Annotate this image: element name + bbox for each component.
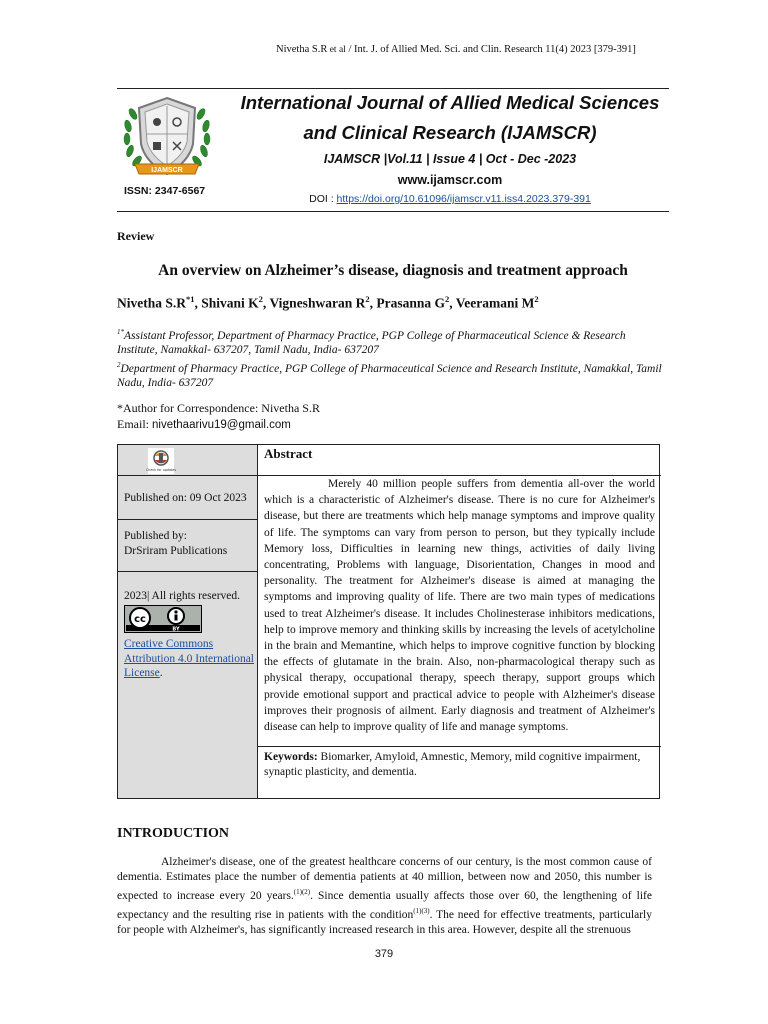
running-head-et-al: et al xyxy=(327,45,346,55)
sidebar-divider xyxy=(118,519,258,520)
cc-by-license-icon[interactable] xyxy=(124,605,202,633)
keywords-list: Biomarker, Amyloid, Amnestic, Memory, mild cognitive impairment, synaptic plasticity, and dementia. xyxy=(264,751,641,778)
sidebar-divider xyxy=(118,475,258,476)
running-head-author: Nivetha S.R xyxy=(276,44,328,55)
affiliation-1: $^{1*}$Assistant Professor, Department of Pharmacy Practice, PGP College of Pharmaceutical Science & Research Institute, Namakkal- 637207, Tamil Nadu, India- 637207 xyxy=(117,328,626,357)
journal-title-line1: International Journal of Allied Medical Sciences xyxy=(240,92,660,113)
publisher-name: DrSriram Publications xyxy=(124,544,228,557)
svg-text:IJAMSCR: IJAMSCR xyxy=(151,167,183,174)
svg-text:BY: BY xyxy=(172,626,180,633)
running-head xyxy=(276,44,636,55)
journal-volume-line: IJAMSCR |Vol.11 | Issue 4 | Oct - Dec -2023 xyxy=(323,152,577,166)
doi-line xyxy=(230,193,670,205)
author-superscript: *1 xyxy=(186,294,195,304)
journal-logo-icon xyxy=(119,94,215,180)
affiliation-2: $^2$Department of Pharmacy Practice, PGP College of Pharmaceutical Science and Research Institute, Namakkal, Tamil Nadu, India- 637207 xyxy=(117,360,662,390)
issn: ISSN: 2347-6567 xyxy=(124,185,206,197)
journal-title-line2: and Clinical Research (IJAMSCR) xyxy=(303,122,597,143)
citation-ref: (1)(2) xyxy=(293,888,311,896)
keywords xyxy=(264,750,655,780)
correspondence-block xyxy=(117,400,320,433)
article-info-sidebar xyxy=(118,445,258,798)
introduction-paragraph: Alzheimer's disease, one of the greatest healthcare concerns of our century, is the most common cause of dementia. Estimates place the number of dementia patients at 40 million, between now and 2050, this number is expected to increase every 20 years.$^{(1)(2)}$. Since dementia usually affects those over 60, the lengthening of life expectancy and the resulting rise in patients with the condition$^{(1)(3)}$. The need for effective treatments, particularly for people with Alzheimer's, has significantly increased research in this area. However, despite all the strenuous xyxy=(117,856,652,936)
published-by-label: Published by: xyxy=(124,530,187,542)
section-heading: INTRODUCTION xyxy=(117,826,230,841)
author-superscript: 2 xyxy=(444,294,450,304)
abstract-box xyxy=(117,444,660,799)
keywords-divider xyxy=(258,746,661,747)
email-address: nivethaarivu19@gmail.com xyxy=(152,419,291,431)
author-superscript: 2 xyxy=(258,294,263,304)
author-list: Nivetha $S.R^{*1}$, Shivani $K^2$, Vigneshwaran $R^2$, Prasanna $G^2$, Veeramani $M^2$ xyxy=(117,294,539,311)
author-name: Shivani K xyxy=(201,295,259,311)
author-name: Prasanna G xyxy=(376,295,445,311)
abstract-body: Merely 40 million people suffers from dementia all-over the world which is a characteristic of Alzheimer's disease. There is no cure for Alzheimer's disease, but there are treatments which help manage symptoms and improve quality of life. The symptoms can vary from person to person, but they typically include Memory loss, Difficulties in learning new things, activities of daily living concentrating, Problems with language, Disorientation, Changes in mood and personality. The treatment for Alzheimer's disease is aimed at managing the symptoms and improving quality of life. There are two main types of medications used to treat Alzheimer's disease. It includes Cholinesterase inhibitors medications, help to improve memory and thinking skills by increasing the levels of acetylcholine in the brain and Memantine, which helps to improve cognitive function by blocking the effects of glutamate in the brain. Also, non-pharmacological therapy such as physical therapy, occupational therapy, speech therapy, support groups which provide emotional support and practical advice to people with Alzheimer's disease improves their prognosis of ailment. Early diagnosis and treatment of Alzheimer's disease can help to improve quality of life and manage symptoms. xyxy=(264,478,655,734)
doi-link[interactable]: https://doi.org/10.61096/ijamscr.v11.iss4.2023.379-391 xyxy=(336,193,591,205)
article-title: An overview on Alzheimer’s disease, diagnosis and treatment approach xyxy=(158,262,628,279)
article-type: Review xyxy=(117,229,155,243)
header-bottom-rule xyxy=(117,211,669,212)
correspondence-author: *Author for Correspondence: Nivetha S.R xyxy=(117,401,320,415)
citation-ref: (1)(3) xyxy=(413,906,430,915)
author-superscript: 2 xyxy=(534,294,539,304)
affiliations xyxy=(117,325,669,391)
published-on: Published on: 09 Oct 2023 xyxy=(124,492,247,504)
svg-text:cc: cc xyxy=(134,614,146,625)
author-name: Vigneshwaran R xyxy=(269,295,366,311)
abstract-heading: Abstract xyxy=(264,446,313,461)
keywords-label: Keywords: xyxy=(264,751,318,763)
svg-text:Check for updates: Check for updates xyxy=(145,468,177,472)
sidebar-divider xyxy=(118,571,258,572)
rights-reserved: 2023| All rights reserved. xyxy=(124,590,241,602)
crossmark-icon[interactable] xyxy=(145,448,177,474)
correspondence-email: Email: nivethaarivu19@gmail.com xyxy=(117,417,291,431)
license-link[interactable]: Creative Commons Attribution 4.0 International License xyxy=(124,638,254,679)
running-head-citation: / Int. J. of Allied Med. Sci. and Clin. Research 11(4) 2023 [379-391] xyxy=(345,44,636,55)
author-superscript: 2 xyxy=(365,294,370,304)
author-name: Veeramani M xyxy=(455,295,535,311)
doi-label: DOI : xyxy=(309,193,337,205)
license-text: Creative Commons Attribution 4.0 International License. xyxy=(124,638,254,679)
journal-website: www.ijamscr.com xyxy=(397,173,503,187)
author-name: Nivetha S.R xyxy=(117,295,187,311)
published-by xyxy=(124,529,254,558)
page-number: 379 xyxy=(374,948,394,960)
